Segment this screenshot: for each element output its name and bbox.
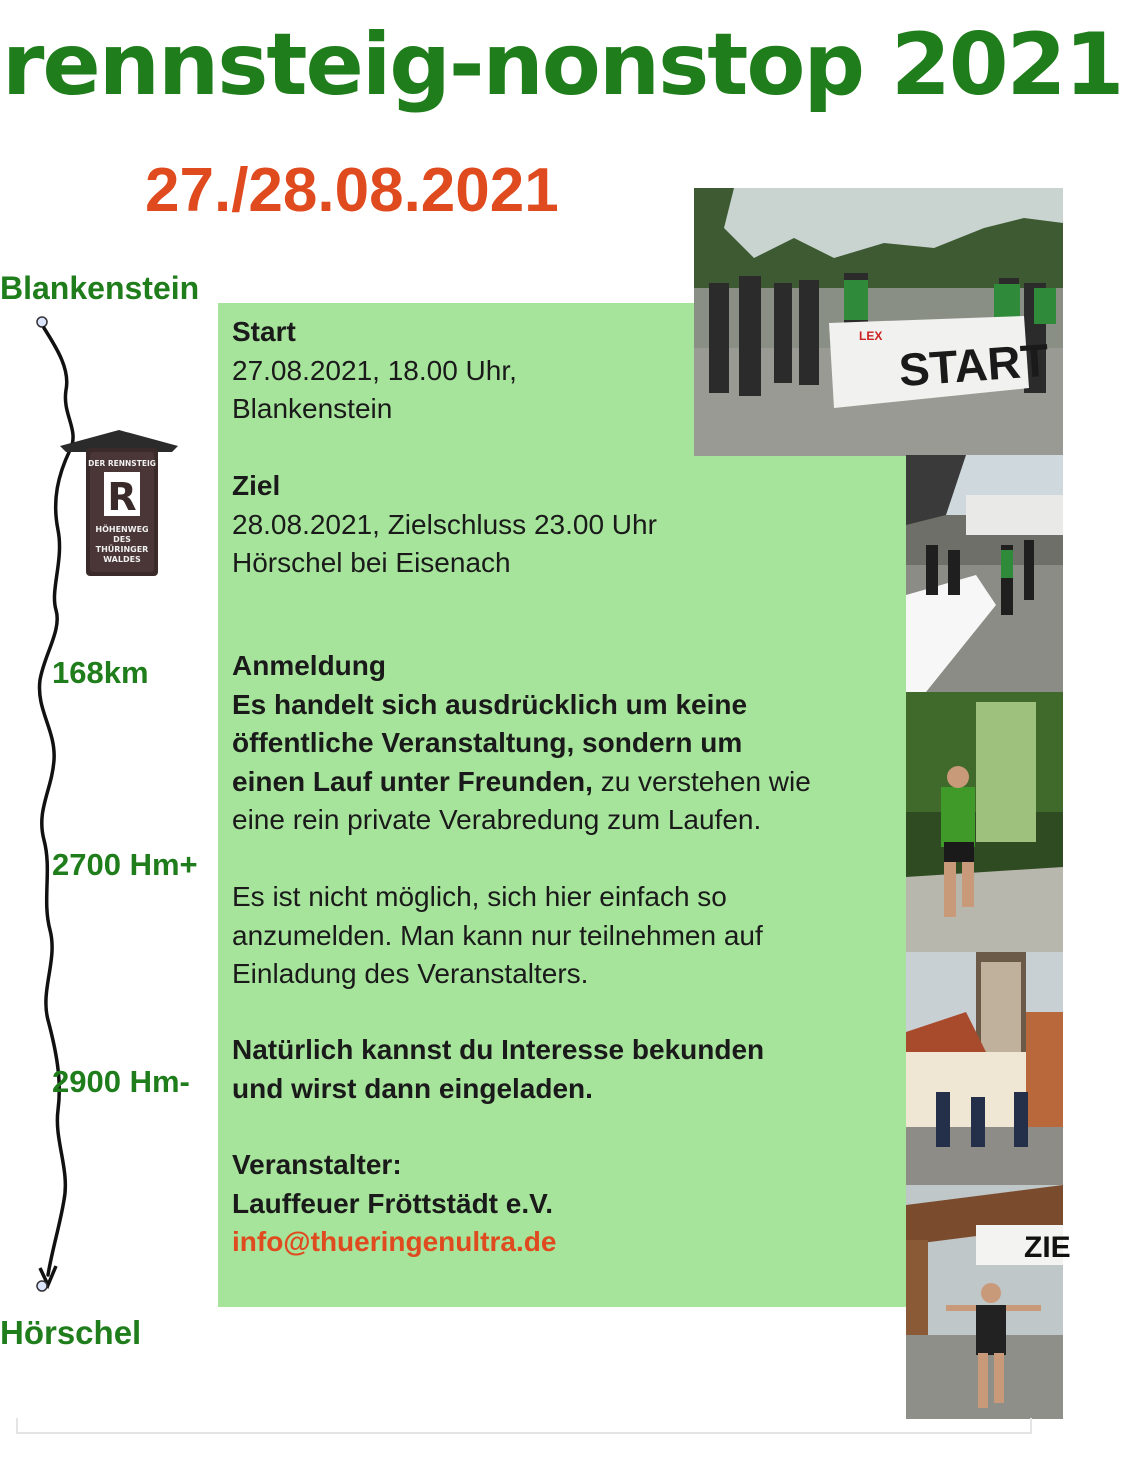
logo-top-text: DER RENNSTEIG	[88, 459, 156, 468]
interest-line-2: und wirst dann eingeladen.	[232, 1072, 593, 1104]
photo-finish-banner-text: ZIE	[1024, 1231, 1071, 1264]
invitation-line-3: Einladung des Veranstalters.	[232, 958, 589, 989]
route-distance: 168km	[52, 655, 149, 690]
route-start-label: Blankenstein	[0, 270, 200, 306]
start-section	[232, 313, 517, 429]
organizer-name: Lauffeuer Fröttstädt e.V.	[232, 1187, 554, 1219]
invitation-note	[232, 878, 763, 994]
page-title: rennsteig-nonstop 2021	[2, 15, 1122, 115]
registration-line-2: öffentliche Veranstaltung, sondern um	[232, 727, 743, 758]
bottom-border-line	[16, 1432, 1032, 1434]
photo-forest-runner	[906, 692, 1063, 952]
registration-line-3-bold: einen Lauf unter Freunden,	[232, 765, 593, 797]
logo-bottom-text-4: WALDES	[103, 555, 141, 564]
photo-start-banner-text: START	[897, 333, 1051, 397]
registration-heading: Anmeldung	[232, 650, 386, 681]
start-place: Blankenstein	[232, 393, 393, 424]
rennsteig-trail-sign-icon	[60, 430, 178, 578]
organizer-email-link[interactable]: info@thueringenultra.de	[232, 1226, 557, 1257]
registration-section	[232, 647, 811, 840]
invitation-line-2: anzumelden. Man kann nur teilnehmen auf	[232, 919, 763, 951]
invitation-line-1: Es ist nicht möglich, sich hier einfach so	[232, 881, 727, 912]
photo-finish-line	[906, 1185, 1071, 1419]
logo-bottom-text-1: HÖHENWEG	[95, 525, 149, 534]
registration-line-3-normal: zu verstehen wie	[592, 765, 811, 797]
registration-line-3	[232, 763, 811, 802]
finish-datetime: 28.08.2021, Zielschluss 23.00 Uhr	[232, 508, 657, 540]
logo-letter: R	[107, 475, 137, 519]
registration-line-4: eine rein private Verabredung zum Laufen.	[232, 804, 762, 835]
logo-bottom-text-3: THÜRINGER	[95, 545, 149, 554]
route-start-marker	[37, 317, 47, 327]
event-date: 27./28.08.2021	[145, 156, 559, 225]
bottom-border-left-tick	[16, 1418, 18, 1434]
photo-start-banner-brand: LEX	[859, 329, 883, 343]
bottom-border-right-tick	[1030, 1418, 1032, 1434]
route-ascent: 2700 Hm+	[52, 847, 198, 882]
interest-line-1: Natürlich kannst du Interesse bekunden	[232, 1034, 765, 1065]
finish-section	[232, 467, 657, 583]
interest-note	[232, 1031, 764, 1108]
photo-start-line	[694, 188, 1063, 456]
photo-village-runners	[906, 952, 1063, 1185]
route-end-label: Hörschel	[0, 1314, 142, 1351]
organizer-section	[232, 1146, 556, 1262]
route-end-marker	[37, 1281, 47, 1291]
start-datetime: 27.08.2021, 18.00 Uhr,	[232, 354, 517, 386]
finish-heading: Ziel	[232, 470, 281, 501]
logo-bottom-text-2: DES	[113, 535, 131, 544]
start-heading: Start	[232, 316, 296, 347]
registration-line-1: Es handelt sich ausdrücklich um keine	[232, 688, 748, 720]
finish-place: Hörschel bei Eisenach	[232, 547, 511, 578]
organizer-heading: Veranstalter:	[232, 1149, 402, 1180]
photo-aid-station	[906, 455, 1063, 692]
route-descent: 2900 Hm-	[52, 1064, 190, 1099]
